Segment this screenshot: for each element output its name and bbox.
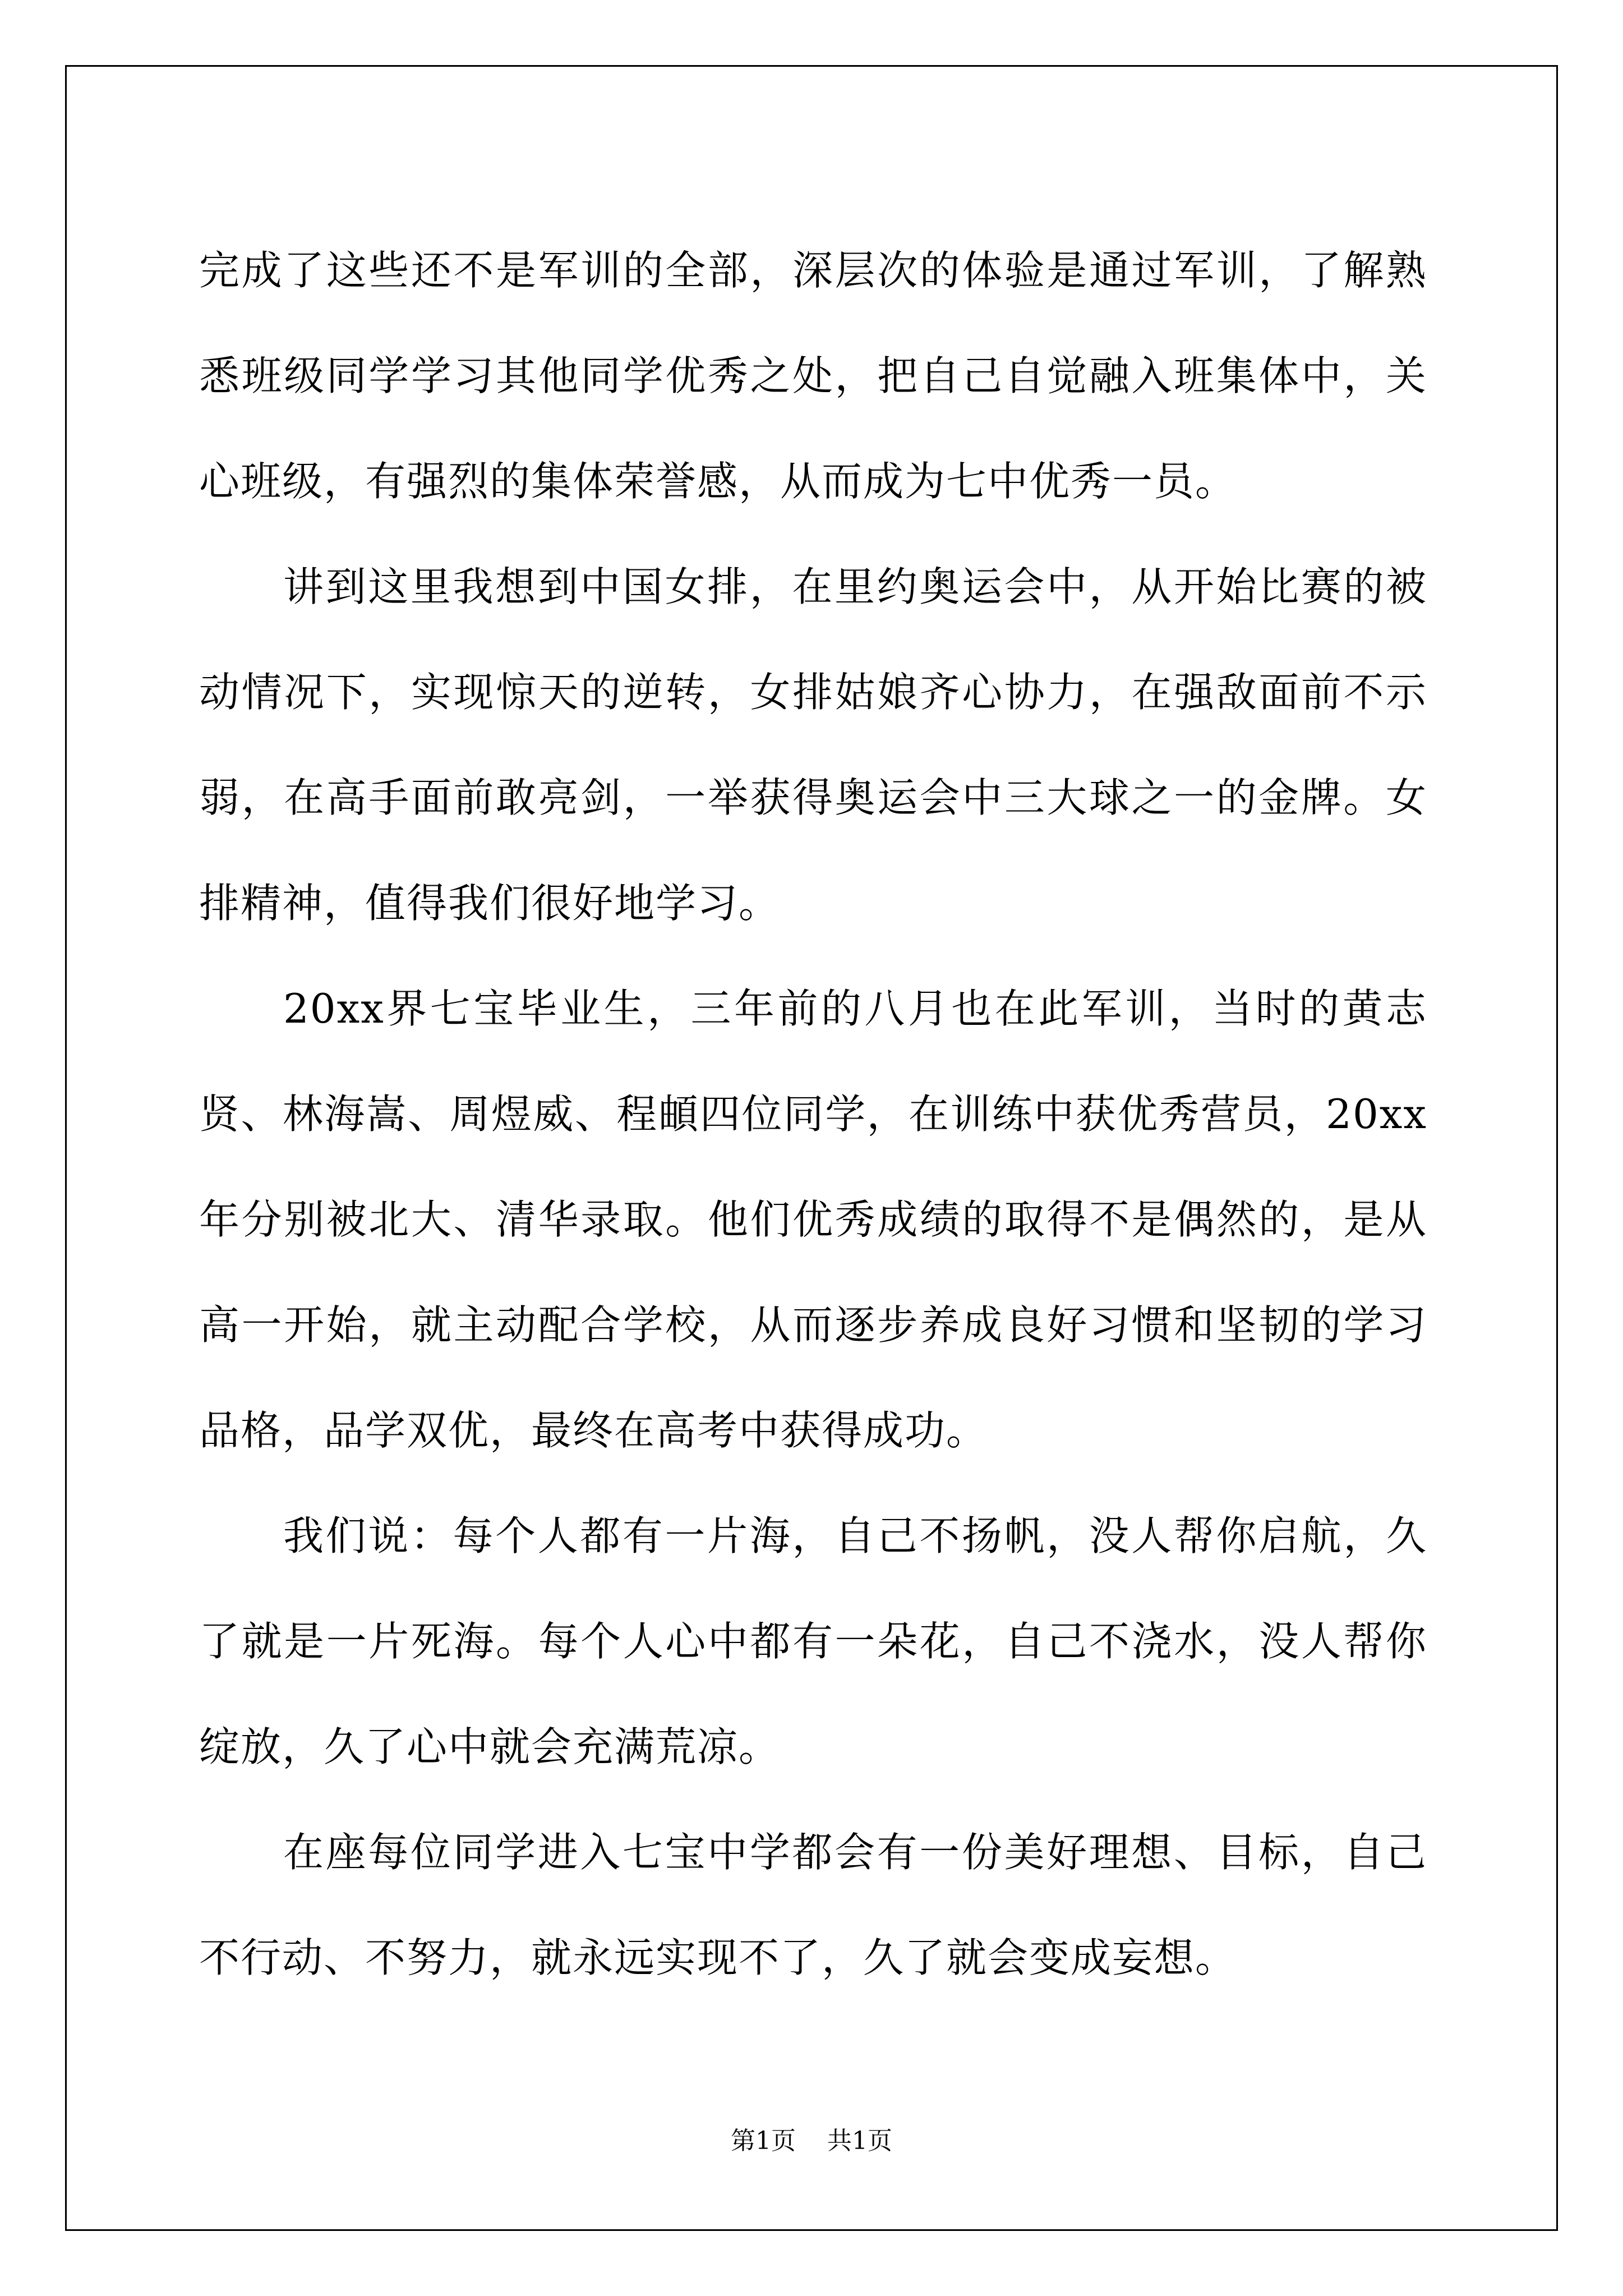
page-footer (0, 2120, 1623, 2156)
paragraph-5: 在座每位同学进入七宝中学都会有一份美好理想、目标，自己不行动、不努力，就永远实现不了，久了就会变成妄想。 (199, 1829, 1427, 1981)
paragraph-2: 讲到这里我想到中国女排，在里约奥运会中，从开始比赛的被动情况下，实现惊天的逆转，女排姑娘齐心协力，在强敌面前不示弱，在高手面前敢亮剑，一举获得奥运会中三大球之一的金牌。女排精神，值得我们很好地学习。 (199, 563, 1427, 927)
paragraph-1: 完成了这些还不是军训的全部，深层次的体验是通过军训，了解熟悉班级同学学习其他同学优秀之处，把自己自觉融入班集体中，关心班级，有强烈的集体荣誉感，从而成为七中优秀一员。 (199, 247, 1427, 505)
paragraph-3: 20xx界七宝毕业生，三年前的八月也在此军训，当时的黄志贤、林海嵩、周煜威、程頔四位同学，在训练中获优秀营员，20xx年分别被北大、清华录取。他们优秀成绩的取得不是偶然的，是从高一开始，就主动配合学校，从而逐步养成良好习惯和坚韧的学习品格，品学双优，最终在高考中获得成功。 (199, 985, 1427, 1454)
document-body (199, 218, 1427, 2010)
paragraph-4: 我们说：每个人都有一片海，自己不扬帆，没人帮你启航，久了就是一片死海。每个人心中都有一朵花，自己不浇水，没人帮你绽放，久了心中就会充满荒凉。 (199, 1512, 1427, 1770)
page-number-total: 共1页 (827, 2127, 892, 2155)
page-number-current: 第1页 (731, 2127, 796, 2155)
